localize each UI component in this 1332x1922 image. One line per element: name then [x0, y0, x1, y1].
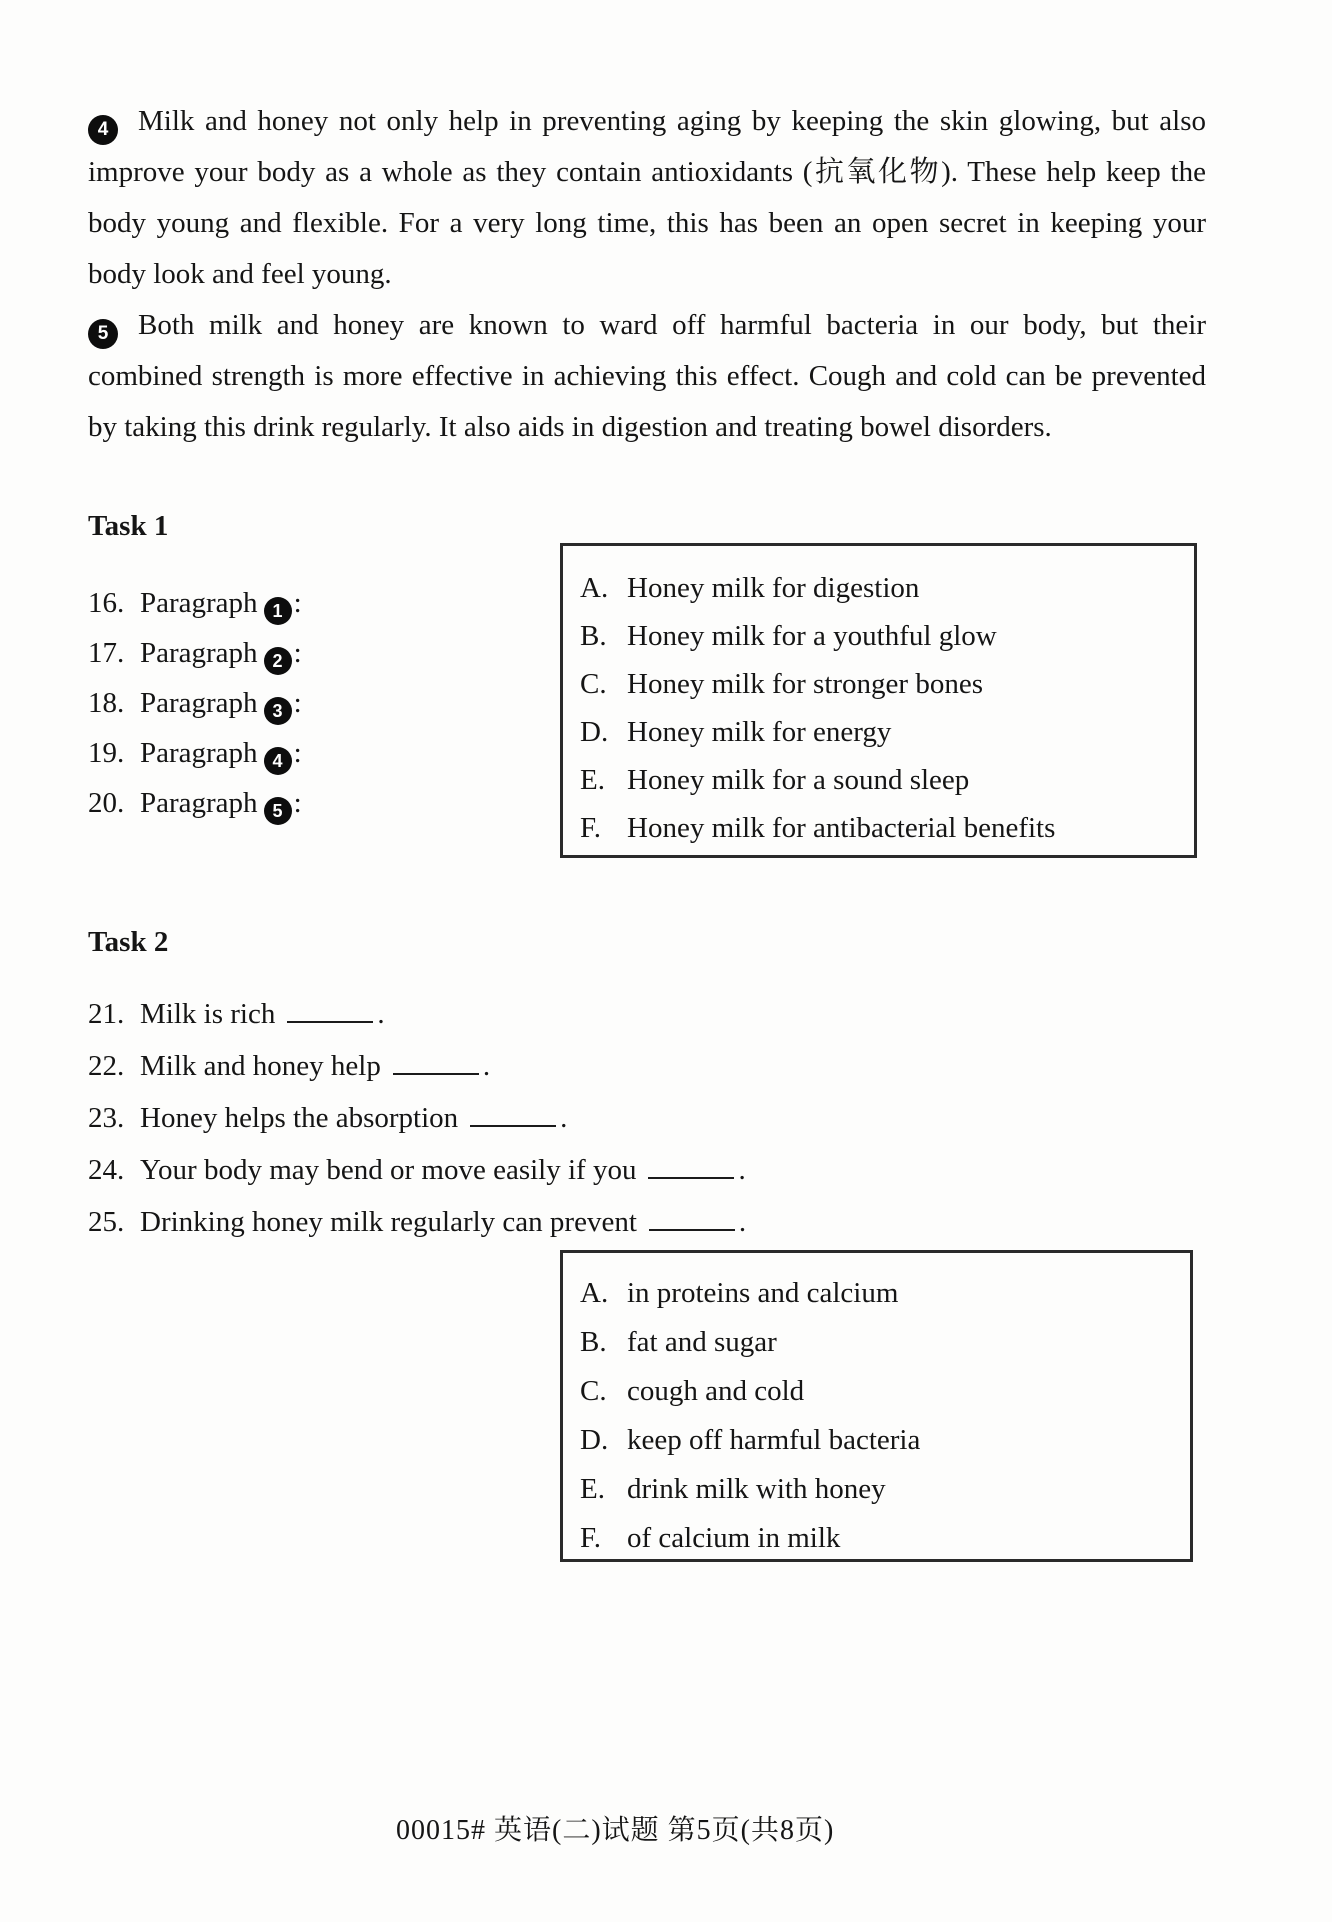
paragraph-5-number-badge: 5: [88, 319, 118, 349]
task1-question-19: [88, 728, 302, 778]
question-text: Milk and honey help: [140, 1050, 381, 1082]
task2-question-25: [88, 1196, 746, 1248]
question-text: Milk is rich: [140, 998, 276, 1030]
task1-option-c: [580, 660, 1194, 708]
task2-option-c: [580, 1367, 1190, 1416]
question-label: Paragraph: [140, 737, 258, 769]
task2-question-22: [88, 1040, 746, 1092]
task2-question-24: [88, 1144, 746, 1196]
task2-question-23: [88, 1092, 746, 1144]
question-text: Your body may bend or move easily if you: [140, 1154, 637, 1186]
question-number: 22.: [88, 1050, 125, 1082]
option-letter: F.: [580, 1522, 602, 1554]
option-text: Honey milk for a sound sleep: [627, 764, 970, 796]
paragraph-badge-3: 3: [264, 697, 292, 725]
paragraph-badge-5: 5: [264, 797, 292, 825]
paragraph-badge-1: 1: [264, 597, 292, 625]
question-label: Paragraph: [140, 787, 258, 819]
option-letter: C.: [580, 668, 607, 700]
question-number: 17.: [88, 637, 125, 669]
question-colon: :: [293, 787, 302, 819]
option-text: Honey milk for antibacterial benefits: [627, 812, 1056, 844]
paragraph-5: [88, 300, 1206, 453]
question-colon: :: [293, 587, 302, 619]
paragraph-5-text: Both milk and honey are known to ward off harmful bacteria in our body, but their combined strength is more effective in achieving this effect. Cough and cold can be prevented by taking this drink regularly. It also aids in digestion and treating bowel disorders.: [88, 309, 1206, 443]
question-colon: :: [293, 687, 302, 719]
task2-question-21: [88, 988, 746, 1040]
question-number: 23.: [88, 1102, 125, 1134]
task2-option-a: [580, 1269, 1190, 1318]
question-number: 18.: [88, 687, 125, 719]
question-text: Drinking honey milk regularly can prevent: [140, 1206, 637, 1238]
option-letter: A.: [580, 572, 609, 604]
task2-option-b: [580, 1318, 1190, 1367]
task2-option-e: [580, 1465, 1190, 1514]
option-letter: B.: [580, 620, 607, 652]
option-letter: B.: [580, 1326, 607, 1358]
option-text: fat and sugar: [627, 1326, 777, 1358]
answer-blank: [470, 1119, 556, 1127]
option-text: in proteins and calcium: [627, 1277, 899, 1309]
task2-question-list: [88, 988, 746, 1248]
task1-question-list: [88, 578, 302, 828]
task2-option-d: [580, 1416, 1190, 1465]
task1-option-f: [580, 804, 1194, 852]
question-number: 20.: [88, 787, 125, 819]
question-number: 24.: [88, 1154, 125, 1186]
question-period: .: [377, 998, 385, 1030]
question-colon: :: [293, 737, 302, 769]
question-period: .: [738, 1206, 747, 1238]
task1-option-d: [580, 708, 1194, 756]
question-colon: :: [293, 637, 302, 669]
task2-options-box: [560, 1250, 1193, 1562]
question-period: .: [482, 1050, 491, 1082]
page-footer: 00015# 英语(二)试题 第5页(共8页): [396, 1815, 835, 1846]
option-letter: E.: [580, 764, 605, 796]
task1-question-18: [88, 678, 302, 728]
option-letter: E.: [580, 1473, 605, 1505]
task1-question-20: [88, 778, 302, 828]
task1-option-e: [580, 756, 1194, 804]
question-label: Paragraph: [140, 687, 258, 719]
option-letter: D.: [580, 1424, 609, 1456]
option-text: drink milk with honey: [627, 1473, 886, 1505]
question-number: 16.: [88, 587, 125, 619]
paragraph-badge-4: 4: [264, 747, 292, 775]
task2-option-f: [580, 1514, 1190, 1563]
option-letter: F.: [580, 812, 602, 844]
question-period: .: [738, 1154, 746, 1186]
option-letter: D.: [580, 716, 609, 748]
answer-blank: [393, 1067, 479, 1075]
option-text: Honey milk for a youthful glow: [627, 620, 997, 652]
task1-question-16: [88, 578, 302, 628]
question-label: Paragraph: [140, 637, 258, 669]
question-number: 19.: [88, 737, 125, 769]
option-text: Honey milk for stronger bones: [627, 668, 983, 700]
paragraph-4-number-badge: 4: [88, 115, 118, 145]
paragraph-4: [88, 96, 1206, 300]
task1-question-17: [88, 628, 302, 678]
option-text: cough and cold: [627, 1375, 805, 1407]
paragraph-4-text: Milk and honey not only help in preventing aging by keeping the skin glowing, but also improve your body as a whole as they contain antioxidants (抗氧化物). These help keep the body young and flexible. For a very long time, this has been an open secret in keeping your body look and feel young.: [88, 105, 1206, 290]
option-text: of calcium in milk: [627, 1522, 841, 1554]
task1-options-box: [560, 543, 1197, 858]
question-period: .: [560, 1102, 568, 1134]
task1-option-a: [580, 564, 1194, 612]
option-letter: C.: [580, 1375, 607, 1407]
answer-blank: [648, 1171, 734, 1179]
paragraph-badge-2: 2: [264, 647, 292, 675]
reading-passage: [88, 96, 1206, 453]
option-text: Honey milk for digestion: [627, 572, 920, 604]
question-text: Honey helps the absorption: [140, 1102, 459, 1134]
answer-blank: [649, 1223, 735, 1231]
task1-option-b: [580, 612, 1194, 660]
question-number: 21.: [88, 998, 125, 1030]
question-label: Paragraph: [140, 587, 258, 619]
option-letter: A.: [580, 1277, 609, 1309]
answer-blank: [287, 1015, 373, 1023]
option-text: keep off harmful bacteria: [627, 1424, 921, 1456]
option-text: Honey milk for energy: [627, 716, 892, 748]
question-number: 25.: [88, 1206, 125, 1238]
task2-heading: Task 2: [88, 926, 169, 958]
task1-heading: Task 1: [88, 510, 169, 542]
